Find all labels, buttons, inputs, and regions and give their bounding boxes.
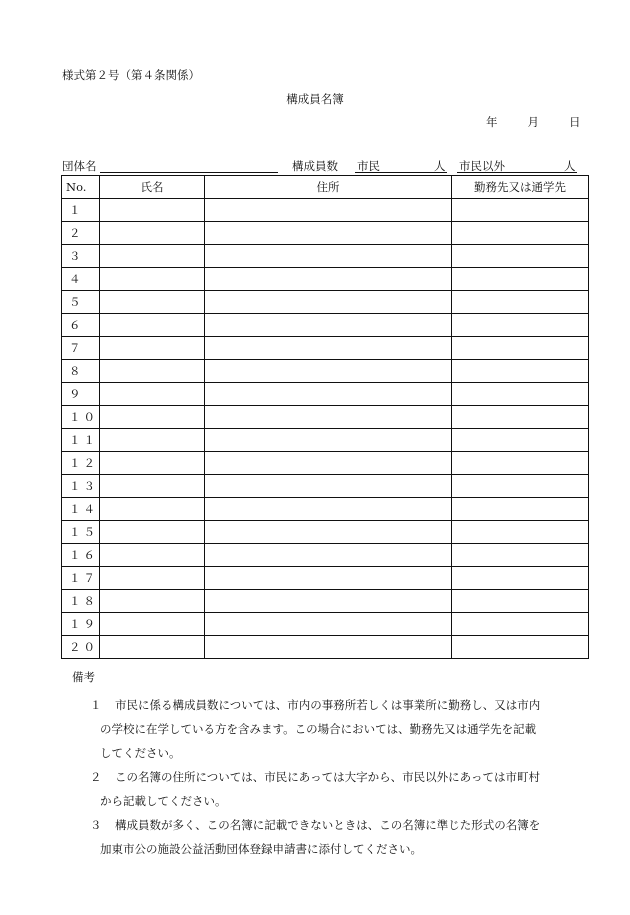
note-text-line: 構成員数が多く、この名簿に記載できないときは、この名簿に準じた形式の名簿を (115, 818, 541, 832)
table-row (62, 521, 589, 544)
address-cell[interactable] (205, 613, 452, 636)
address-cell[interactable] (205, 383, 452, 406)
date-day-label: 日 (569, 115, 581, 129)
row-number: ９ (62, 383, 100, 406)
citizens-count-field[interactable] (355, 172, 447, 173)
row-number: １９ (62, 613, 100, 636)
name-cell[interactable] (100, 544, 205, 567)
name-cell[interactable] (100, 452, 205, 475)
table-row (62, 337, 589, 360)
name-cell[interactable] (100, 406, 205, 429)
date-year-label: 年 (486, 115, 498, 129)
workplace-school-cell[interactable] (452, 268, 589, 291)
table-row (62, 268, 589, 291)
workplace-school-cell[interactable] (452, 383, 589, 406)
note-number: １ (90, 698, 102, 712)
address-cell[interactable] (205, 521, 452, 544)
table-row (62, 314, 589, 337)
address-cell[interactable] (205, 452, 452, 475)
table-row (62, 222, 589, 245)
note-text-line: の学校に在学している方を含みます。この場合においては、勤務先又は通学先を記載 (100, 722, 537, 736)
workplace-school-cell[interactable] (452, 613, 589, 636)
row-number: ２０ (62, 636, 100, 659)
workplace-school-cell[interactable] (452, 199, 589, 222)
address-cell[interactable] (205, 360, 452, 383)
name-cell[interactable] (100, 268, 205, 291)
row-number: １３ (62, 475, 100, 498)
name-cell[interactable] (100, 429, 205, 452)
workplace-school-cell[interactable] (452, 337, 589, 360)
workplace-school-cell[interactable] (452, 521, 589, 544)
workplace-school-cell[interactable] (452, 590, 589, 613)
table-row (62, 475, 589, 498)
row-number: ７ (62, 337, 100, 360)
note-text-line: 市民に係る構成員数については、市内の事務所若しくは事業所に勤務し、又は市内 (115, 698, 541, 712)
note-text-line: してください。 (100, 746, 181, 760)
workplace-school-cell[interactable] (452, 498, 589, 521)
note-text-line: この名簿の住所については、市民にあっては大字から、市民以外にあっては市町村 (115, 770, 541, 784)
row-number: ４ (62, 268, 100, 291)
name-cell[interactable] (100, 245, 205, 268)
table-row (62, 291, 589, 314)
column-header-name: 氏名 (100, 176, 205, 199)
table-row (62, 199, 589, 222)
table-row (62, 613, 589, 636)
table-row (62, 498, 589, 521)
column-header-address: 住所 (205, 176, 452, 199)
workplace-school-cell[interactable] (452, 452, 589, 475)
table-row (62, 452, 589, 475)
non-citizens-label: 市民以外 (459, 159, 505, 173)
name-cell[interactable] (100, 199, 205, 222)
row-number: １４ (62, 498, 100, 521)
address-cell[interactable] (205, 475, 452, 498)
date-month-label: 月 (527, 115, 539, 129)
group-name-label: 団体名 (62, 159, 97, 173)
document-title: 構成員名簿 (286, 92, 344, 106)
name-cell[interactable] (100, 567, 205, 590)
name-cell[interactable] (100, 590, 205, 613)
citizens-label: 市民 (357, 159, 380, 173)
address-cell[interactable] (205, 429, 452, 452)
workplace-school-cell[interactable] (452, 291, 589, 314)
note-text-line: 加東市公の施設公益活動団体登録申請書に添付してください。 (100, 842, 422, 856)
row-number: ３ (62, 245, 100, 268)
row-number: ５ (62, 291, 100, 314)
group-name-field[interactable] (100, 172, 278, 173)
note-number: ３ (90, 818, 102, 832)
name-cell[interactable] (100, 337, 205, 360)
name-cell[interactable] (100, 222, 205, 245)
table-row (62, 245, 589, 268)
address-cell[interactable] (205, 314, 452, 337)
workplace-school-cell[interactable] (452, 314, 589, 337)
table-row (62, 360, 589, 383)
note-text-line: から記載してください。 (100, 794, 227, 808)
notes-heading: 備考 (72, 670, 95, 684)
citizens-unit: 人 (434, 159, 446, 173)
address-cell[interactable] (205, 590, 452, 613)
workplace-school-cell[interactable] (452, 544, 589, 567)
row-number: １５ (62, 521, 100, 544)
non-citizens-unit: 人 (564, 159, 576, 173)
table-row (62, 567, 589, 590)
table-row (62, 544, 589, 567)
row-number: １２ (62, 452, 100, 475)
name-cell[interactable] (100, 521, 205, 544)
address-cell[interactable] (205, 291, 452, 314)
name-cell[interactable] (100, 498, 205, 521)
member-roster-table (61, 175, 589, 659)
table-row (62, 590, 589, 613)
name-cell[interactable] (100, 636, 205, 659)
name-cell[interactable] (100, 314, 205, 337)
table-row (62, 406, 589, 429)
column-header-workplace-school: 勤務先又は通学先 (452, 176, 589, 199)
note-number: ２ (90, 770, 102, 784)
table-row (62, 429, 589, 452)
form-number: 様式第２号（第４条関係） (62, 68, 200, 82)
row-number: １７ (62, 567, 100, 590)
row-number: １６ (62, 544, 100, 567)
row-number: １１ (62, 429, 100, 452)
workplace-school-cell[interactable] (452, 222, 589, 245)
table-row (62, 383, 589, 406)
row-number: ２ (62, 222, 100, 245)
address-cell[interactable] (205, 337, 452, 360)
workplace-school-cell[interactable] (452, 567, 589, 590)
non-citizens-count-field[interactable] (457, 172, 577, 173)
table-row (62, 636, 589, 659)
workplace-school-cell[interactable] (452, 429, 589, 452)
name-cell[interactable] (100, 383, 205, 406)
row-number: ８ (62, 360, 100, 383)
name-cell[interactable] (100, 475, 205, 498)
name-cell[interactable] (100, 291, 205, 314)
address-cell[interactable] (205, 498, 452, 521)
name-cell[interactable] (100, 613, 205, 636)
address-cell[interactable] (205, 567, 452, 590)
row-number: １８ (62, 590, 100, 613)
address-cell[interactable] (205, 245, 452, 268)
workplace-school-cell[interactable] (452, 475, 589, 498)
row-number: １０ (62, 406, 100, 429)
address-cell[interactable] (205, 268, 452, 291)
address-cell[interactable] (205, 222, 452, 245)
workplace-school-cell[interactable] (452, 406, 589, 429)
address-cell[interactable] (205, 199, 452, 222)
address-cell[interactable] (205, 406, 452, 429)
address-cell[interactable] (205, 636, 452, 659)
workplace-school-cell[interactable] (452, 360, 589, 383)
workplace-school-cell[interactable] (452, 245, 589, 268)
name-cell[interactable] (100, 360, 205, 383)
row-number: ６ (62, 314, 100, 337)
table-header-row (62, 176, 589, 199)
column-header-no: No. (62, 176, 100, 199)
workplace-school-cell[interactable] (452, 636, 589, 659)
address-cell[interactable] (205, 544, 452, 567)
row-number: １ (62, 199, 100, 222)
date-line (486, 114, 581, 130)
member-count-label: 構成員数 (292, 159, 338, 173)
